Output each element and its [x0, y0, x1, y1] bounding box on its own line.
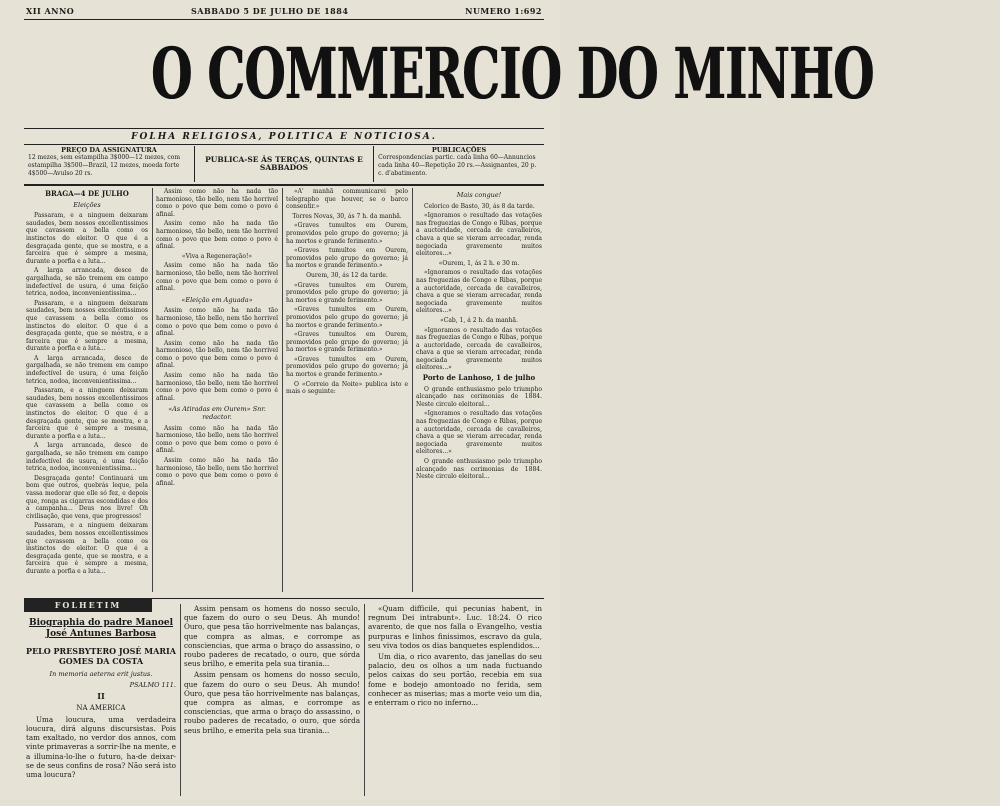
- folhetim-text: Uma loucura, uma verdadeira loucura, dirá alguns discursistas. Pois tam exaltado, no verdor dos annos, com vinte primaveras a sorrir-lhe na mente, e a illumina-lo-lhe o futuro, ha-de deixar-se de seus confins de rosa? Não será isto uma loucura?: [26, 714, 176, 780]
- publications-box: [374, 146, 544, 182]
- article-title: «As Atiradas em Ourem» Snr. redactor.: [168, 405, 266, 422]
- subscription-info: [24, 146, 544, 182]
- article-text: Celorico de Basto, 30, ás 8 da tarde.: [424, 202, 535, 210]
- folhetim-text: Um dia, o rico avarento, das janellas do seu palacio, deu os olhos a um nada fuctuando pelos caixas do seu portão, recebia em sua fome e bodejo amontoado no ferida, sem conhecer as miserias; mas a morte veio um dia, e enterram o rico no inferno...: [368, 652, 542, 708]
- article-text: O grande enthusiasmo pelo triumpho alcançado nas cerimonias de 1884. Neste circulo eleitoral...: [416, 458, 542, 481]
- divider: [24, 128, 544, 129]
- article-text: Assim como não ha nada tão harmonioso, tão bello, nem tão horrivel como o povo que bem como o povo é afinal.: [156, 307, 278, 338]
- article-text: Desgraçada gente! Continuará um bom que outros, quebrás leque, pela vassa medorar que elle só fez, e depois que, ronga as cigarras escondidas e dos a campanha... Deus nos livre! Oh civilisação, que vens, que progressos!: [26, 474, 148, 520]
- folhetim-byline: PELO PRESBYTERO JOSÉ MARIA GOMES DA COSTA: [26, 646, 176, 666]
- article-text: Assim como não ha nada tão harmonioso, tão bello, nem tão horrivel como o povo que bem como o povo é afinal.: [156, 262, 278, 293]
- dateline: Ourem, 30, ás 12 da tarde.: [306, 271, 388, 279]
- article-text: Assim como não ha nada tão harmonioso, tão bello, nem tão horrivel como o povo que bem como o povo é afinal.: [156, 188, 278, 218]
- section-number: II: [97, 691, 105, 702]
- price-box: [24, 146, 194, 182]
- article-text: «Graves tumultos em Ourem, promovidos pelo grupo do governo; já ha mortos e grande ferimento.»: [286, 355, 408, 379]
- article-title: Porto de Lanhoso, 1 de julho: [422, 373, 536, 383]
- article-text: «Ignoramos o resultado das votações nas freguezias de Congo e Ribas, porque a auctoridade, cercada de cavalleiros, chava a que se vieram arrecadar, renda negociada gravemente muitos eleitores...»: [416, 410, 542, 456]
- folhetim-label-box: [24, 598, 152, 612]
- column-divider: [412, 188, 413, 592]
- epigraph-source: PSALMO 111.: [129, 681, 176, 690]
- publications-heading: PUBLICAÇÕES: [431, 146, 487, 154]
- article-text: «Graves tumultos em Ourem, promovidos pelo grupo do governo; já ha mortos e grande ferimento.»: [286, 306, 408, 329]
- article-title: «Eleição em Aguada»: [181, 295, 253, 304]
- folhetim-title: Biographia do padre Manoel José Antunes Barbosa: [28, 618, 174, 639]
- article-text: Assim como não ha nada tão harmonioso, tão bello, nem tão horrivel como o povo que bem como o povo é afinal.: [156, 372, 278, 402]
- column-heading: BRAGA—4 DE JULHO: [45, 189, 129, 198]
- masthead: [24, 20, 874, 128]
- publication-days: PUBLICA-SE ÁS TERÇAS, QUINTAS E SABBADOS: [194, 146, 374, 182]
- article-text: Assim como não ha nada tão harmonioso, tão bello, nem tão horrivel como o povo que bem como o povo é afinal.: [156, 424, 278, 455]
- column-divider: [364, 604, 365, 796]
- column-1: [26, 188, 148, 592]
- article-text: «Ignoramos o resultado das votações nas freguezias de Congo e Ribas, porque a auctoridade, cercada de cavalleiros, chava a que se vieram arrecadar, renda negociada gravemente muitos eleitores...»: [416, 326, 542, 372]
- dateline: «Cab, 1, á 2 h. da manhã.: [440, 316, 518, 324]
- article-text: «Graves tumultos em Ourem, promovidos pelo grupo do governo; já ha mortos e grande ferimento.»: [286, 331, 408, 354]
- folhetim-text: Assim pensam os homens do nosso seculo, que fazem do ouro o seu Deus. Ah mundo! Ouro, que pesa tão horrivelmente nas balanças, que compra as almas, e corrompe as consciencias, que arma o braço do assassino, o roubo paderes de recatado, o ouro, que sórda seus brilho, e emerita pela sua tirania...: [184, 670, 360, 735]
- divider: [24, 184, 544, 186]
- divider: [24, 144, 544, 145]
- article-text: Assim como não ha nada tão harmonioso, tão bello, nem tão horrivel como o povo que bem como o povo é afinal.: [156, 220, 278, 251]
- article-text: Assim como não ha nada tão harmonioso, tão bello, nem tão horrivel como o povo que bem como o povo é afinal.: [156, 339, 278, 370]
- article-text: A larga arrancada, desce de gargalhada, se não tremem em campo indefectível de usura, é uma feição tetrica, nodoa, inconvenientissima...: [26, 354, 148, 385]
- header-line: [26, 6, 542, 20]
- quote: «Viva a Regeneração!»: [181, 252, 253, 260]
- folhetim-column-2: [184, 604, 360, 796]
- article-text: Passaram, e a ninguem deixaram saudades, bem nossos excellentissimos que cavassem a bella como os instinctos do eleitor. O que é a desgraçada gente, que se mostra, e a farceira que é sempre a mesma, durante a porfia e a luta...: [26, 387, 148, 440]
- article-text: «Graves tumultos em Ourem, promovidos pelo grupo do governo; já ha mortos e grande ferimento.»: [286, 281, 408, 304]
- folhetim-label: FOLHETIM: [54, 600, 122, 610]
- folhetim-column-1: [26, 614, 176, 806]
- article-text: O «Correio da Noite» publica isto e mais o seguinte:: [286, 380, 408, 396]
- article-text: «Ignoramos o resultado das votações nas freguezias de Congo e Ribas, porque a auctoridade, cercada de cavalleiros, chava a que se vieram arrecadar, renda negociada gravemente muitos eleitores...»: [416, 269, 542, 315]
- dateline: «Ourem, 1, ás 2 h. e 30 m.: [438, 259, 520, 267]
- article-text: A larga arrancada, desce de gargalhada, se não tremem em campo indefectível de usura, é uma feição tetrica, nodoa, inconvenientissima...: [26, 442, 148, 473]
- newspaper-title: O COMMERCIO DO MINHO: [150, 33, 874, 116]
- article-text: Passaram, e a ninguem deixaram saudades, bem nossos excellentissimos que cavassem a bella como os instinctos do eleitor. O que é a desgraçada gente, que se mostra, e a farceira que é sempre a mesma, durante a porfia e a luta...: [26, 212, 148, 265]
- price-text: 12 mezes, sem estampilha 3$000—12 mezes, com estampilha 3$500—Brazil, 12 mezes, moeda forte 4$500—Avulso 20 rs.: [28, 154, 181, 177]
- publications-text: Correspondencias partic. cada linha 60—Annuncios cada linha 40—Repetição 20 rs.—Assignantes, 20 p. c. d'abatimento.: [378, 154, 537, 177]
- column-3: [286, 188, 408, 592]
- price-heading: PREÇO DA ASSIGNATURA: [61, 146, 157, 154]
- column-divider: [180, 604, 181, 796]
- article-text: «Ignoramos o resultado das votações nas freguezias de Congo e Ribas, porque a auctoridade, cercada de cavalleiros, chava a que se vieram arrecadar, renda negociada gravemente muitos eleitores...»: [416, 212, 542, 258]
- newspaper-subtitle: FOLHA RELIGIOSA, POLITICA E NOTICIOSA.: [131, 132, 437, 142]
- column-divider: [282, 188, 283, 592]
- article-text: «Graves tumultos em Ourem, promovidos pelo grupo do governo; já ha mortos e grande ferimento.»: [286, 247, 408, 270]
- article-text: Passaram, e a ninguem deixaram saudades, bem nossos excellentissimos que cavassem a bella como os instinctos do eleitor. O que é a desgraçada gente, que se mostra, e a farceira que é sempre a mesma, durante a porfia e a luta...: [26, 522, 148, 575]
- folhetim-text: Assim pensam os homens do nosso seculo, que fazem do ouro o seu Deus. Ah mundo! Ouro, que pesa tão horrivelmente nas balanças, que compra as almas, e corrompe as consciencias, que arma o braço do assassino, o roubo paderes de recatado, o ouro, que sórda seus brilho, e emerita pela sua tirania...: [184, 604, 360, 669]
- article-text: «A' manhã communicarei pelo telegrapho que houver, se o barco consentir.»: [286, 188, 408, 211]
- section-title: NA AMERICA: [76, 703, 126, 712]
- article-text: Passaram, e a ninguem deixaram saudades, bem nossos excellentissimos que cavassem a bella como os instinctos do eleitor. O que é a desgraçada gente, que se mostra, e a farceira que é sempre a mesma, durante a porfia e a luta...: [26, 299, 148, 353]
- column-2: [156, 188, 278, 592]
- year: XII ANNO: [26, 6, 75, 16]
- article-text: A larga arrancada, desce de gargalhada, se não tremem em campo indefectível de usura, é uma feição tetrica, nodoa, inconvenientissima...: [26, 267, 148, 298]
- article-text: Assim como não ha nada tão harmonioso, tão bello, nem tão horrivel como o povo que bem como o povo é afinal.: [156, 457, 278, 487]
- issue-number: NUMERO 1:692: [465, 6, 542, 16]
- column-divider: [152, 188, 153, 592]
- article-text: «Graves tumultos em Ourem, promovidos pelo grupo do governo; já ha mortos e grande ferimento.»: [286, 222, 408, 245]
- article-title: Mais congue!: [456, 191, 502, 199]
- article-title: Eleições: [73, 200, 101, 209]
- article-text: O grande enthusiasmo pelo triumpho alcançado nas cerimonias de 1884. Neste circulo eleitoral...: [416, 385, 542, 408]
- epigraph: In memoria aeterna erit justus.: [49, 670, 153, 678]
- folhetim-column-3: [368, 604, 542, 796]
- folhetim-text: «Quam difficile, qui pecunias habent, in regnum Dei intrabunt». Luc. 18:24. O rico avarento, de que nos falla o Evangelho, vestia purpuras e linhos finissimos, escravo da gula, seu viva todos os dias banquetes esplendidos...: [368, 604, 542, 650]
- issue-date: SABBADO 5 DE JULHO DE 1884: [191, 6, 349, 16]
- column-4: [416, 188, 542, 592]
- dateline: Torres Novas, 30, ás 7 h. da manhã.: [292, 212, 402, 220]
